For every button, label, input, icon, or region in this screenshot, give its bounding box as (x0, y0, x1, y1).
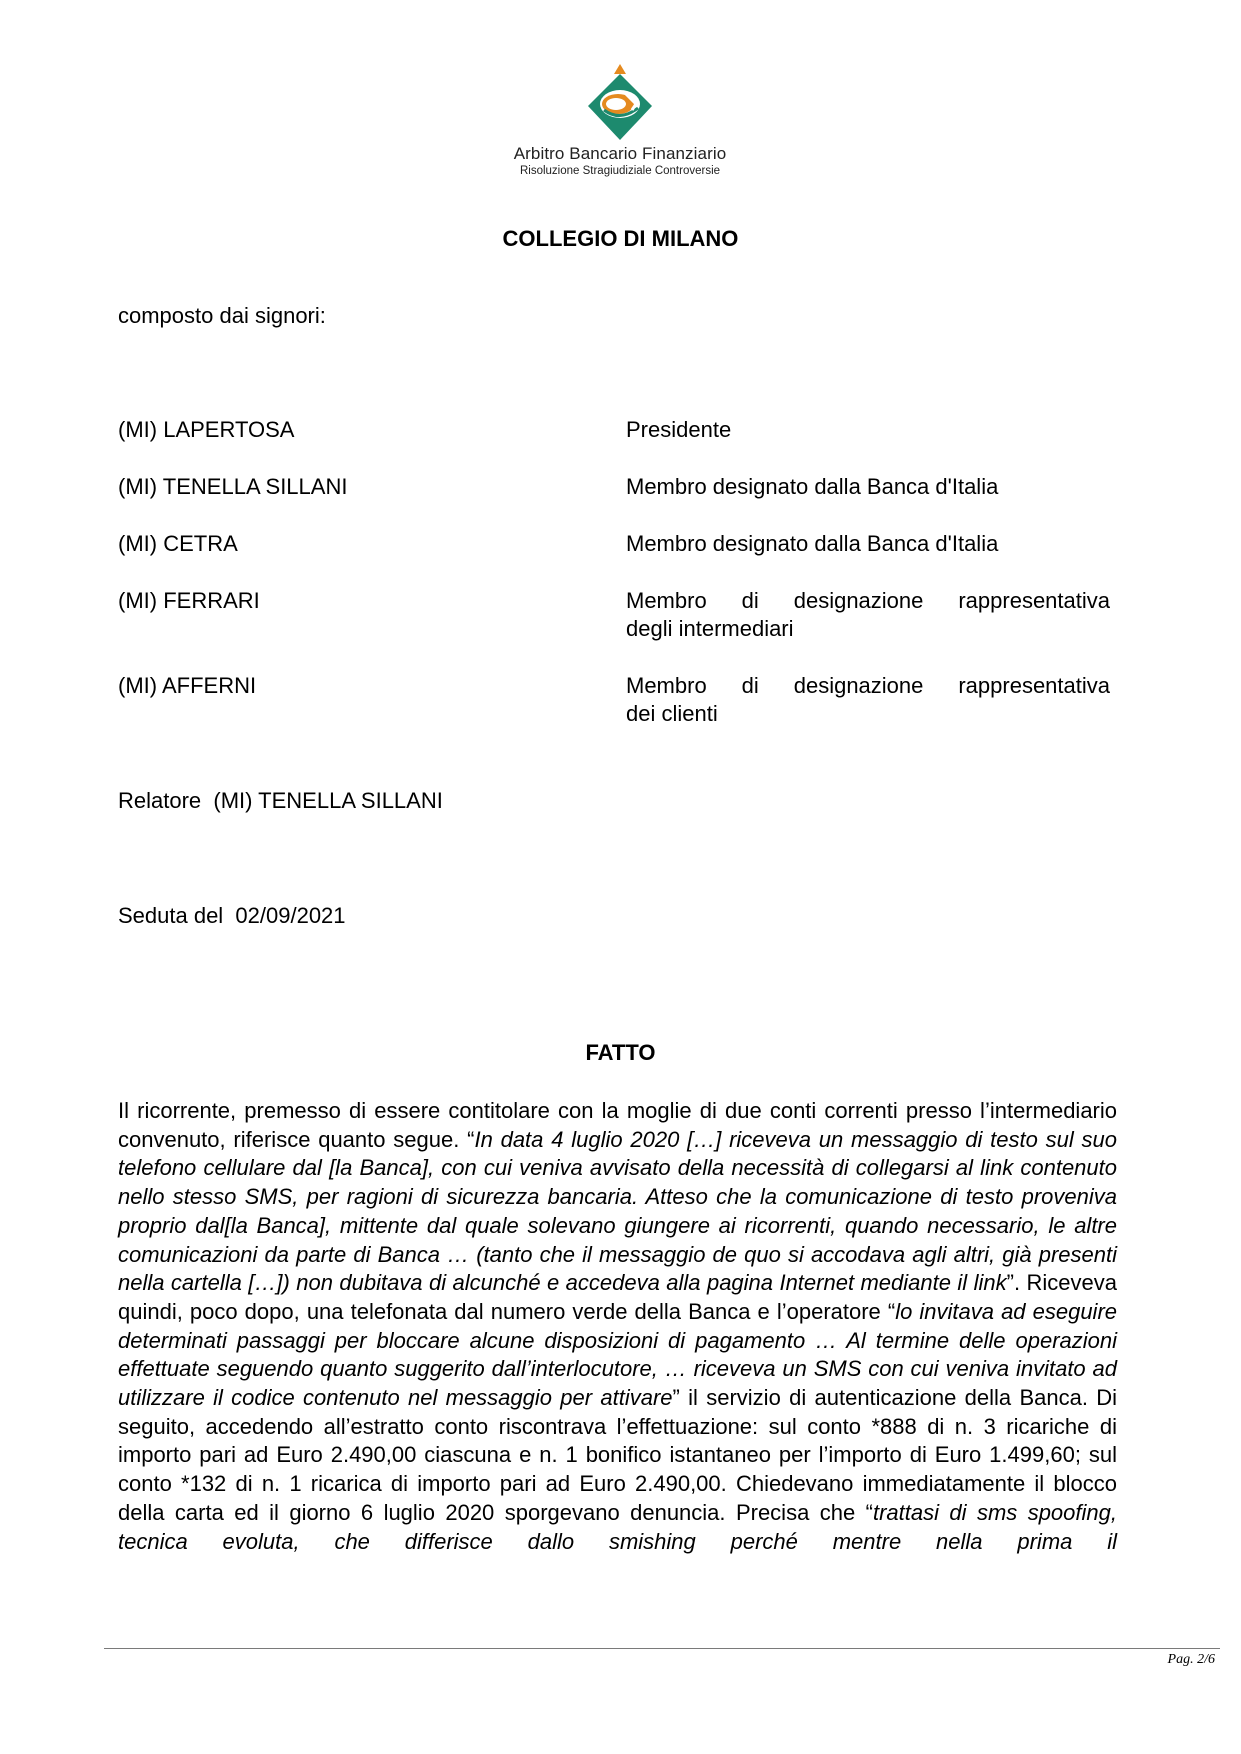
abf-logo (470, 60, 770, 180)
logo-title: Arbitro Bancario Finanziario (513, 144, 727, 163)
section-title-fatto: FATTO (585, 1040, 656, 1065)
fatto-paragraph (118, 1097, 1117, 1556)
body-quote: In data 4 luglio 2020 […] riceveva un messaggio di testo sul suo telefono cellulare dal [la Banca], con cui veniva avvisato della necessità di collegarsi al link contenuto nello stesso SMS, per ragioni di sicurezza bancaria. Atteso che la comunicazione di testo proveniva proprio dal[la Banca], mittente dal quale solevano giungere ai ricorrenti, quando necessario, le altre comunicazioni da parte di Banca … (tanto che il messaggio de quo si accodava agli altri, già presenti nella cartella […]) non dubitava di alcunché e accedeva alla pagina Internet mediante il link (118, 1126, 1117, 1296)
member-name: (MI) TENELLA SILLANI (118, 474, 348, 499)
relatore: Relatore (MI) TENELLA SILLANI (118, 788, 443, 813)
member-role-line: Membro designato dalla Banca d'Italia (626, 474, 999, 499)
member-role (626, 587, 1110, 643)
member-name: (MI) LAPERTOSA (118, 417, 295, 442)
body-quote: lo invitava ad eseguire determinati passaggi per bloccare alcune disposizioni di pagamento … Al termine delle operazioni effettuate seguendo quanto suggerito dall’interlocutore, … riceveva un SMS con cui veniva invitato ad utilizzare il codice contenuto nel messaggio per attivare (118, 1298, 1118, 1411)
seduta-date: Seduta del 02/09/2021 (118, 903, 346, 928)
abf-emblem-icon (578, 60, 662, 144)
member-role (626, 473, 1110, 501)
page-number: Pag. 2/6 (1167, 1652, 1215, 1667)
member-role (626, 416, 1110, 444)
document-title: COLLEGIO DI MILANO (502, 226, 739, 251)
member-role-line: Membro designato dalla Banca d'Italia (626, 531, 999, 556)
member-name: (MI) FERRARI (118, 588, 260, 613)
member-name: (MI) AFFERNI (118, 673, 257, 698)
fatto-body (118, 1097, 1117, 1556)
member-role-line: Membro di designazione rappresentativa (626, 673, 1110, 698)
body-text-segment: Il ricorrente, premesso di essere contitolare con la moglie di due conti correnti presso l’intermediario convenuto, riferisce quanto segue. “ (118, 1098, 1117, 1152)
member-role-line: Membro di designazione rappresentativa (626, 588, 1110, 613)
body-quote: trattasi di sms spoofing, tecnica evoluta, che differisce dallo smishing perché mentre nella prima il (118, 1499, 1117, 1554)
member-role (626, 530, 1110, 558)
footer-divider (104, 1648, 1220, 1649)
member-role-line: dei clienti (626, 701, 718, 726)
member-role-line: degli intermediari (626, 616, 794, 641)
member-role (626, 672, 1110, 728)
logo-subtitle: Risoluzione Stragiudiziale Controversie (519, 165, 721, 177)
intro-text: composto dai signori: (118, 303, 326, 328)
member-role-line: Presidente (626, 417, 732, 442)
body-text-segment: ”. Riceveva quindi, poco dopo, una telefonata dal numero verde della Banca e l’operatore “ (118, 1270, 1117, 1324)
body-text-segment: ” il servizio di autenticazione della Banca. Di seguito, accedendo all’estratto conto riscontrava l’effettuazione: sul conto *888 di n. 3 ricariche di importo pari ad Euro 2.490,00 ciascuna e n. 1 bonifico istantaneo per l’importo di Euro 1.499,60; sul conto *132 di n. 1 ricarica di importo pari ad Euro 2.490,00. Chiedevano immediatamente il blocco della carta ed il giorno 6 luglio 2020 sporgevano denuncia. Precisa che “ (118, 1385, 1118, 1525)
member-name: (MI) CETRA (118, 531, 238, 556)
